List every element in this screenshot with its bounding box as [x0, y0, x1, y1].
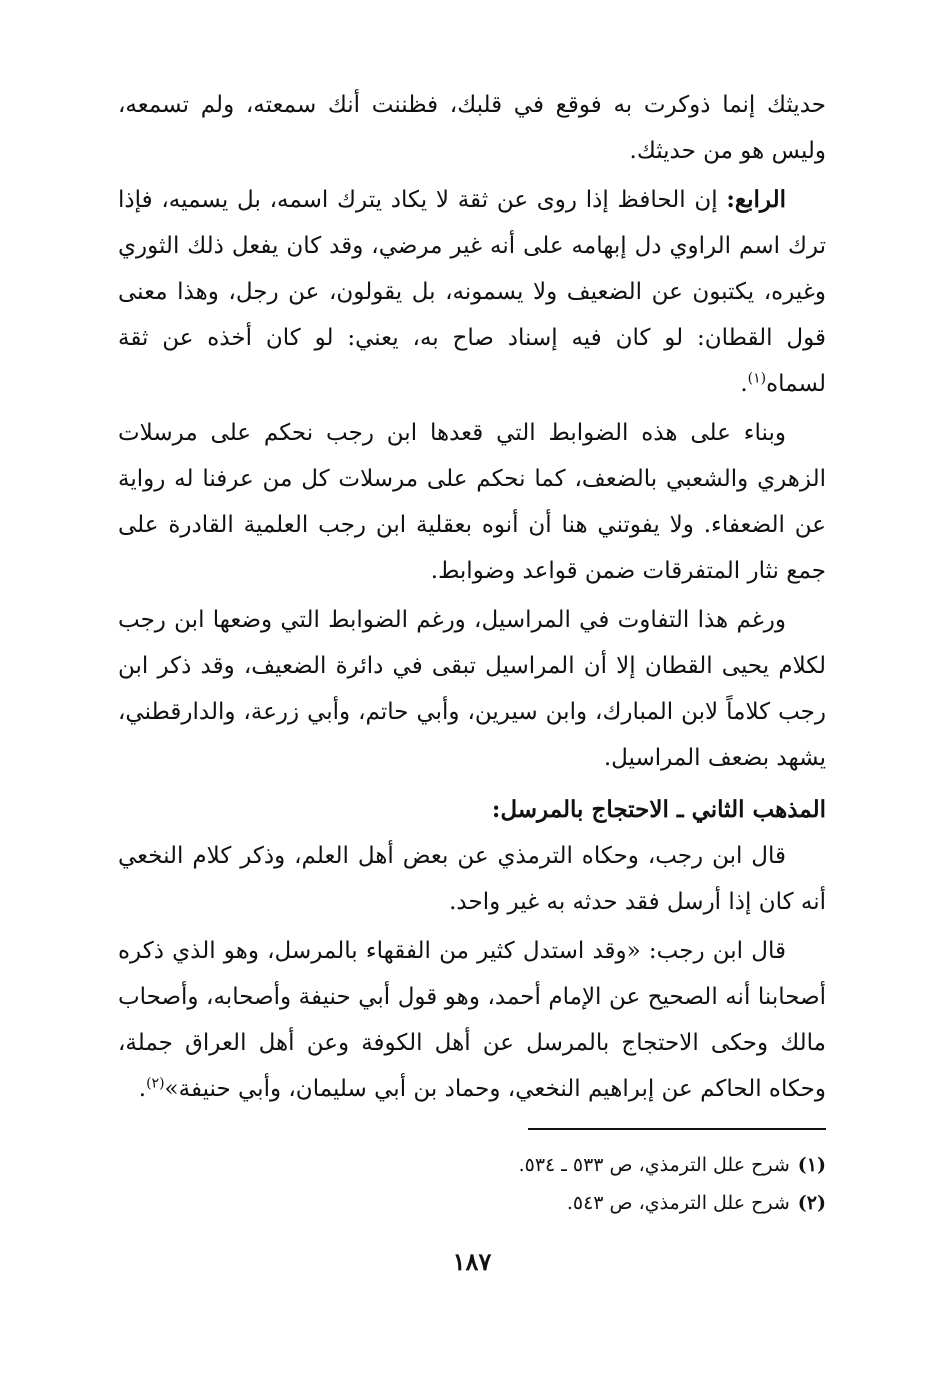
footnote-2 — [118, 1184, 826, 1222]
footnote-ref-2[interactable]: (٢) — [146, 1075, 165, 1092]
footnote-divider — [528, 1128, 826, 1130]
footnote-1-number: (١) — [797, 1154, 826, 1176]
footnote-2-number: (٢) — [797, 1192, 826, 1214]
paragraph-6-text: قال ابن رجب: «وقد استدل كثير من الفقهاء بالمرسل، وهو الذي ذكره أصحابنا أنه الصحيح عن الإمام أحمد، وهو قول أبي حنيفة وأصحابه، وأصحاب مالك وحكى الاحتجاج بالمرسل عن أهل الكوفة وعن أهل العراق جملة، وحكاه الحاكم عن إبراهيم النخعي، وحماد بن أبي سليمان، وأبي حنيفة» — [118, 938, 826, 1102]
paragraph-ibn-rajab-quote — [118, 928, 826, 1112]
paragraph-5-text: قال ابن رجب، وحكاه الترمذي عن بعض أهل العلم، وذكر كلام النخعي أنه كان إذا أرسل فقد حدثه به غير واحد. — [118, 843, 826, 915]
page-number: ١٨٧ — [452, 1247, 492, 1276]
footnotes — [118, 1146, 826, 1222]
paragraph-4-text: ورغم هذا التفاوت في المراسيل، ورغم الضوابط التي وضعها ابن رجب لكلام يحيى القطان إلا أن المراسيل تبقى في دائرة الضعيف، وقد ذكر ابن رجب كلاماً لابن المبارك، وابن سيرين، وأبي حاتم، وأبي زرعة، والدارقطني، يشهد بضعف المراسيل. — [118, 607, 826, 771]
footnote-2-text: شرح علل الترمذي، ص ٥٤٣. — [566, 1192, 790, 1214]
paragraph-2-lead: الرابع: — [726, 186, 786, 213]
footnote-1-text: شرح علل الترمذي، ص ٥٣٣ ـ ٥٣٤. — [518, 1154, 790, 1176]
paragraph-3-text: وبناء على هذه الضوابط التي قعدها ابن رجب نحكم على مرسلات الزهري والشعبي بالضعف، كما نحكم على مرسلات كل من عرفنا له رواية عن الضعفاء. ولا يفوتني هنا أن أنوه بعقلية ابن رجب العلمية القادرة على جمع نثار المتفرقات ضمن قواعد وضوابط. — [118, 420, 826, 584]
paragraph-ibn-rajab-1 — [118, 833, 826, 925]
paragraph-judgement — [118, 410, 826, 594]
paragraph-2-end: . — [740, 371, 748, 397]
footnote-1 — [118, 1146, 826, 1184]
page-body — [118, 82, 826, 1115]
paragraph-fourth-rule — [118, 177, 826, 407]
paragraph-2-text: إن الحافظ إذا روى عن ثقة لا يكاد يترك اسمه، بل يسميه، فإذا ترك اسم الراوي دل إبهامه على أنه غير مرضي، وقد كان يفعل ذلك الثوري وغيره، يكتبون عن الضعيف ولا يسمونه، بل يقولون، عن رجل، وهذا معنى قول القطان: لو كان فيه إسناد صاح به، يعني: لو كان أخذه عن ثقة لسماه — [118, 187, 826, 397]
paragraph-continuation — [118, 82, 826, 174]
paragraph-6-end: . — [138, 1076, 147, 1102]
section-heading: المذهب الثاني ـ الاحتجاج بالمرسل: — [491, 796, 826, 823]
footnote-ref-1[interactable]: (١) — [747, 370, 767, 387]
paragraph-variation — [118, 597, 826, 781]
paragraph-1-text: حديثك إنما ذوكرت به فوقع في قلبك، فظننت أنك سمعته، ولم تسمعه، وليس هو من حديثك. — [118, 92, 826, 164]
